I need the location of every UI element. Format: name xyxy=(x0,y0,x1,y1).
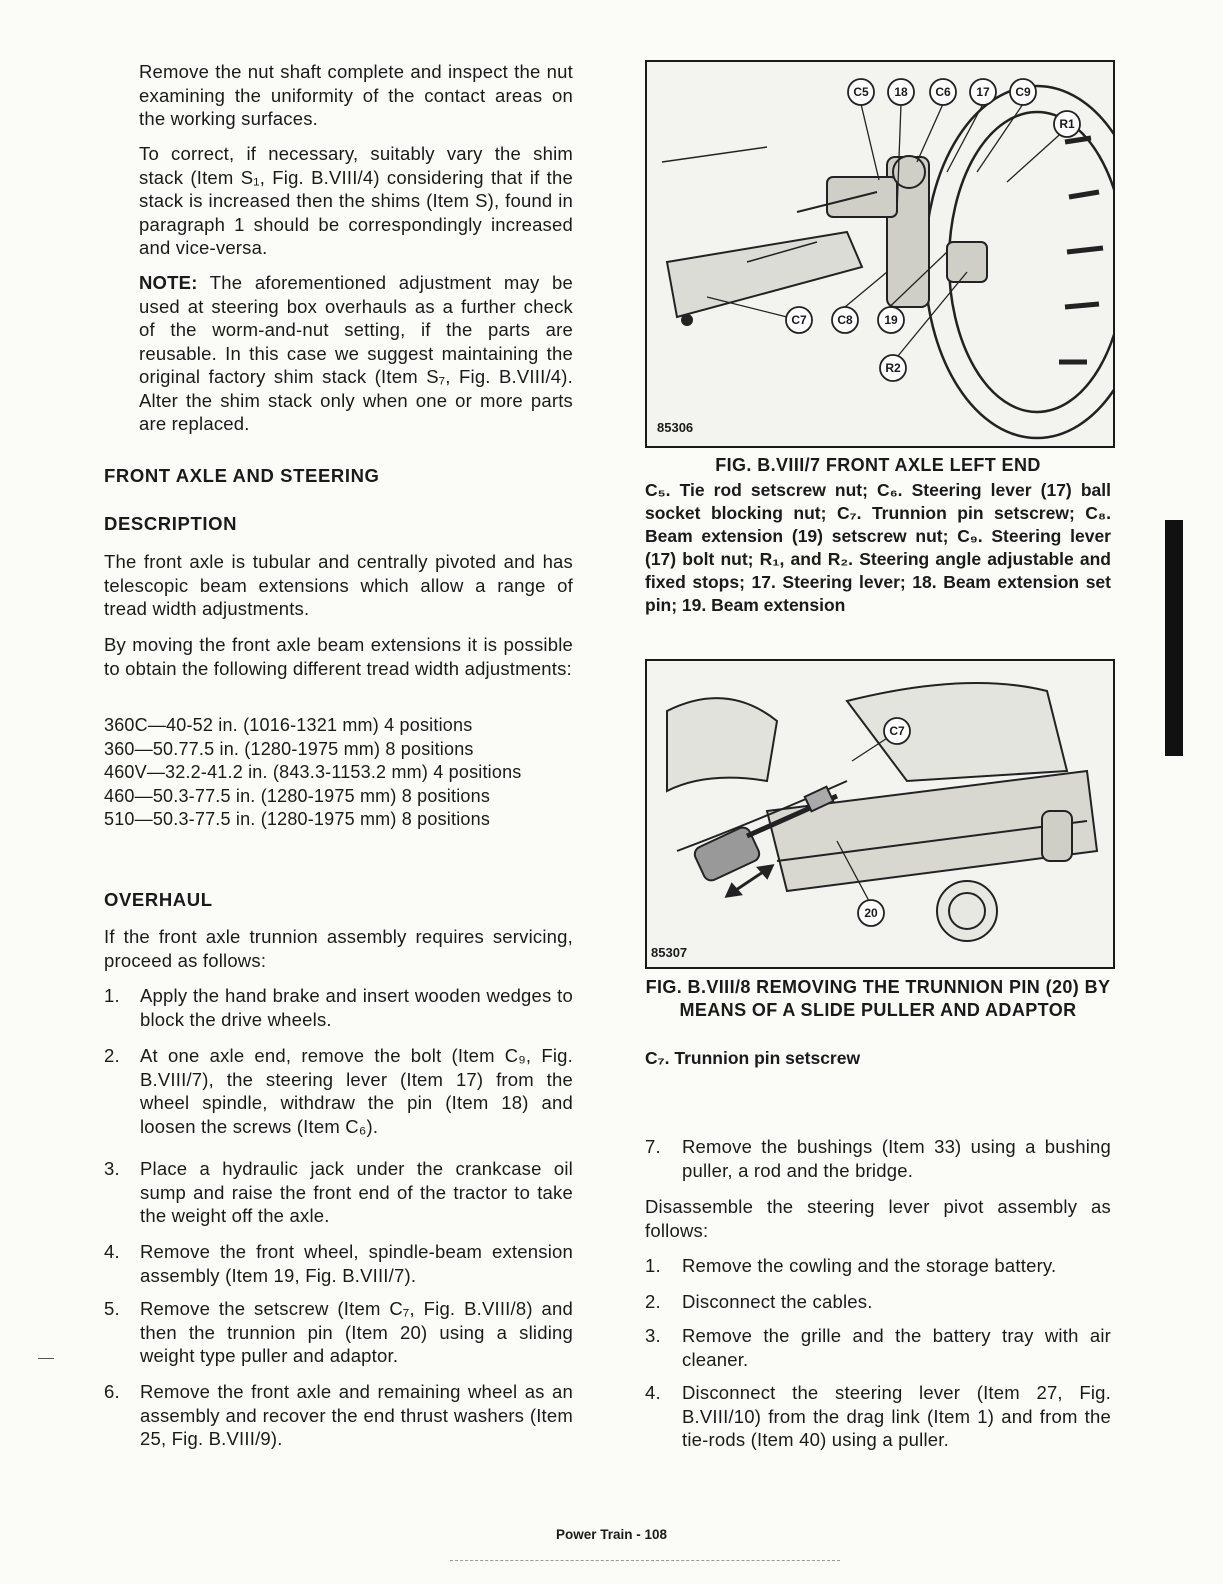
figure-8-caption: C₇. Trunnion pin setscrew xyxy=(645,1048,861,1068)
callout-r2-label: R2 xyxy=(885,361,901,375)
description-heading: DESCRIPTION xyxy=(104,513,238,534)
figure-7-title: FIG. B.VIII/7 FRONT AXLE LEFT END xyxy=(715,455,1041,475)
step-text: Remove the bushings (Item 33) using a bushing puller, a rod and the bridge. xyxy=(682,1136,1111,1181)
step-text: Remove the front wheel, spindle-beam extension assembly (Item 19, Fig. B.VIII/7). xyxy=(140,1241,573,1286)
step-number: 2. xyxy=(104,1045,120,1066)
callout-r1 xyxy=(1054,111,1080,137)
step-number: 7. xyxy=(645,1136,661,1157)
callout-c7-fig8-label: C7 xyxy=(889,724,905,738)
figure-7-id: 85306 xyxy=(657,420,694,435)
right-column xyxy=(600,0,1223,1584)
section-heading-front-axle: FRONT AXLE AND STEERING xyxy=(104,465,380,486)
step-text: At one axle end, remove the bolt (Item C₉, Fig. B.VIII/7), the steering lever (Item 17) from the wheel spindle, withdraw the pin (Item 18) and loosen the screws (Item C₆). xyxy=(140,1045,573,1137)
callout-r2 xyxy=(880,355,906,381)
step-text: Disconnect the steering lever (Item 27, Fig. B.VIII/10) from the drag link (Item 1) and from the tie-rods (Item 40) using a puller. xyxy=(682,1382,1111,1450)
callout-17-label: 17 xyxy=(976,85,990,99)
step-number: 3. xyxy=(104,1158,120,1179)
tread-width-360c: 360C—40-52 in. (1016-1321 mm) 4 positions xyxy=(104,715,473,735)
footer-rule xyxy=(450,1560,840,1562)
callout-c7 xyxy=(786,307,812,333)
page-footer: Power Train - 108 xyxy=(555,1527,668,1542)
figure-8-callouts xyxy=(647,661,1113,967)
callout-19 xyxy=(878,307,904,333)
step-text: Place a hydraulic jack under the crankcase oil sump and raise the front end of the tractor to take the weight off the axle. xyxy=(140,1158,573,1226)
callout-c9 xyxy=(1010,79,1036,105)
step-text: Disconnect the cables. xyxy=(682,1291,873,1312)
step-text: Remove the cowling and the storage battery. xyxy=(682,1255,1057,1276)
step-number: 2. xyxy=(645,1291,661,1312)
callout-20-label: 20 xyxy=(864,906,878,920)
overhaul-intro: If the front axle trunnion assembly requires servicing, proceed as follows: xyxy=(104,926,573,971)
step-text: Remove the setscrew (Item C₇, Fig. B.VIII/8) and then the trunnion pin (Item 20) using a sliding weight type puller and adaptor. xyxy=(140,1298,573,1366)
step-number: 5. xyxy=(104,1298,120,1319)
figure-7-illustration xyxy=(645,60,1115,448)
note-paragraph xyxy=(139,271,573,436)
description-paragraph-2: By moving the front axle beam extensions it is possible to obtain the following different tread width adjustments: xyxy=(104,634,573,679)
step-number: 3. xyxy=(645,1325,661,1346)
figure-8-title: FIG. B.VIII/8 REMOVING THE TRUNNION PIN (20) BY MEANS OF A SLIDE PULLER AND ADAPTOR xyxy=(645,977,1111,1020)
callout-17 xyxy=(970,79,996,105)
callout-r1-label: R1 xyxy=(1059,117,1075,131)
section-thumb-tab xyxy=(1165,520,1183,756)
intro-paragraph-2: To correct, if necessary, suitably vary the shim stack (Item S₁, Fig. B.VIII/4) considering that if the stack is increased then the shims (Item S), found in paragraph 1 should be correspondingly increased and vice-versa. xyxy=(139,143,573,258)
note-text: The aforementioned adjustment may be used at steering box overhauls as a further check of the worm-and-nut setting, if the parts are reusable. In this case we suggest maintaining the original factory shim stack (Item S₇, Fig. B.VIII/4). Alter the shim stack only when one or more parts are replaced. xyxy=(139,272,573,434)
tread-width-list xyxy=(104,714,584,832)
tread-width-510: 510—50.3-77.5 in. (1280-1975 mm) 8 positions xyxy=(104,809,491,829)
callout-c5 xyxy=(848,79,874,105)
tread-width-460v: 460V—32.2-41.2 in. (843.3-1153.2 mm) 4 positions xyxy=(104,762,522,782)
note-label: NOTE: xyxy=(139,272,198,293)
callout-c6-label: C6 xyxy=(935,85,951,99)
step-number: 1. xyxy=(104,985,120,1006)
callout-c9-label: C9 xyxy=(1015,85,1031,99)
description-paragraph-1: The front axle is tubular and centrally pivoted and has telescopic beam extensions which allow a range of tread width adjustments. xyxy=(104,551,573,619)
step-number: 4. xyxy=(645,1382,661,1403)
callout-c6 xyxy=(930,79,956,105)
step-text: Apply the hand brake and insert wooden wedges to block the drive wheels. xyxy=(140,985,573,1030)
callout-c8-label: C8 xyxy=(837,313,853,327)
figure-7-callouts xyxy=(647,62,1113,446)
callout-c5-label: C5 xyxy=(853,85,869,99)
step-number: 6. xyxy=(104,1381,120,1402)
step-text: Remove the grille and the battery tray with air cleaner. xyxy=(682,1325,1111,1370)
callout-c7-fig8 xyxy=(884,718,910,744)
step-number: 1. xyxy=(645,1255,661,1276)
margin-tick-mark xyxy=(38,1358,54,1359)
tread-width-460: 460—50.3-77.5 in. (1280-1975 mm) 8 positions xyxy=(104,785,491,806)
callout-18-label: 18 xyxy=(894,85,908,99)
intro-paragraph-1: Remove the nut shaft complete and inspect the nut examining the uniformity of the contact areas on the working surfaces. xyxy=(139,61,573,129)
figure-8-id: 85307 xyxy=(651,945,688,960)
left-column xyxy=(0,0,600,1584)
disassemble-intro: Disassemble the steering lever pivot assembly as follows: xyxy=(645,1196,1111,1241)
step-number: 4. xyxy=(104,1241,120,1262)
callout-20 xyxy=(858,900,884,926)
step-text: Remove the front axle and remaining wheel as an assembly and recover the end thrust washers (Item 25, Fig. B.VIII/9). xyxy=(140,1381,573,1449)
callout-19-label: 19 xyxy=(884,313,898,327)
callout-18 xyxy=(888,79,914,105)
callout-c8 xyxy=(832,307,858,333)
callout-c7-label: C7 xyxy=(791,313,807,327)
tread-width-360: 360—50.77.5 in. (1280-1975 mm) 8 positions xyxy=(104,738,474,759)
figure-8-illustration xyxy=(645,659,1115,969)
figure-7-caption: C₅. Tie rod setscrew nut; C₆. Steering lever (17) ball socket blocking nut; C₇. Trunnion pin setscrew; C₈. Beam extension (19) setscrew nut; C₉. Steering lever (17) bolt nut; R₁, and R₂. Steering angle adjustable and fixed stops; 17. Steering lever; 18. Beam extension set pin; 19. Beam extension xyxy=(645,480,1111,615)
overhaul-heading: OVERHAUL xyxy=(104,889,213,910)
